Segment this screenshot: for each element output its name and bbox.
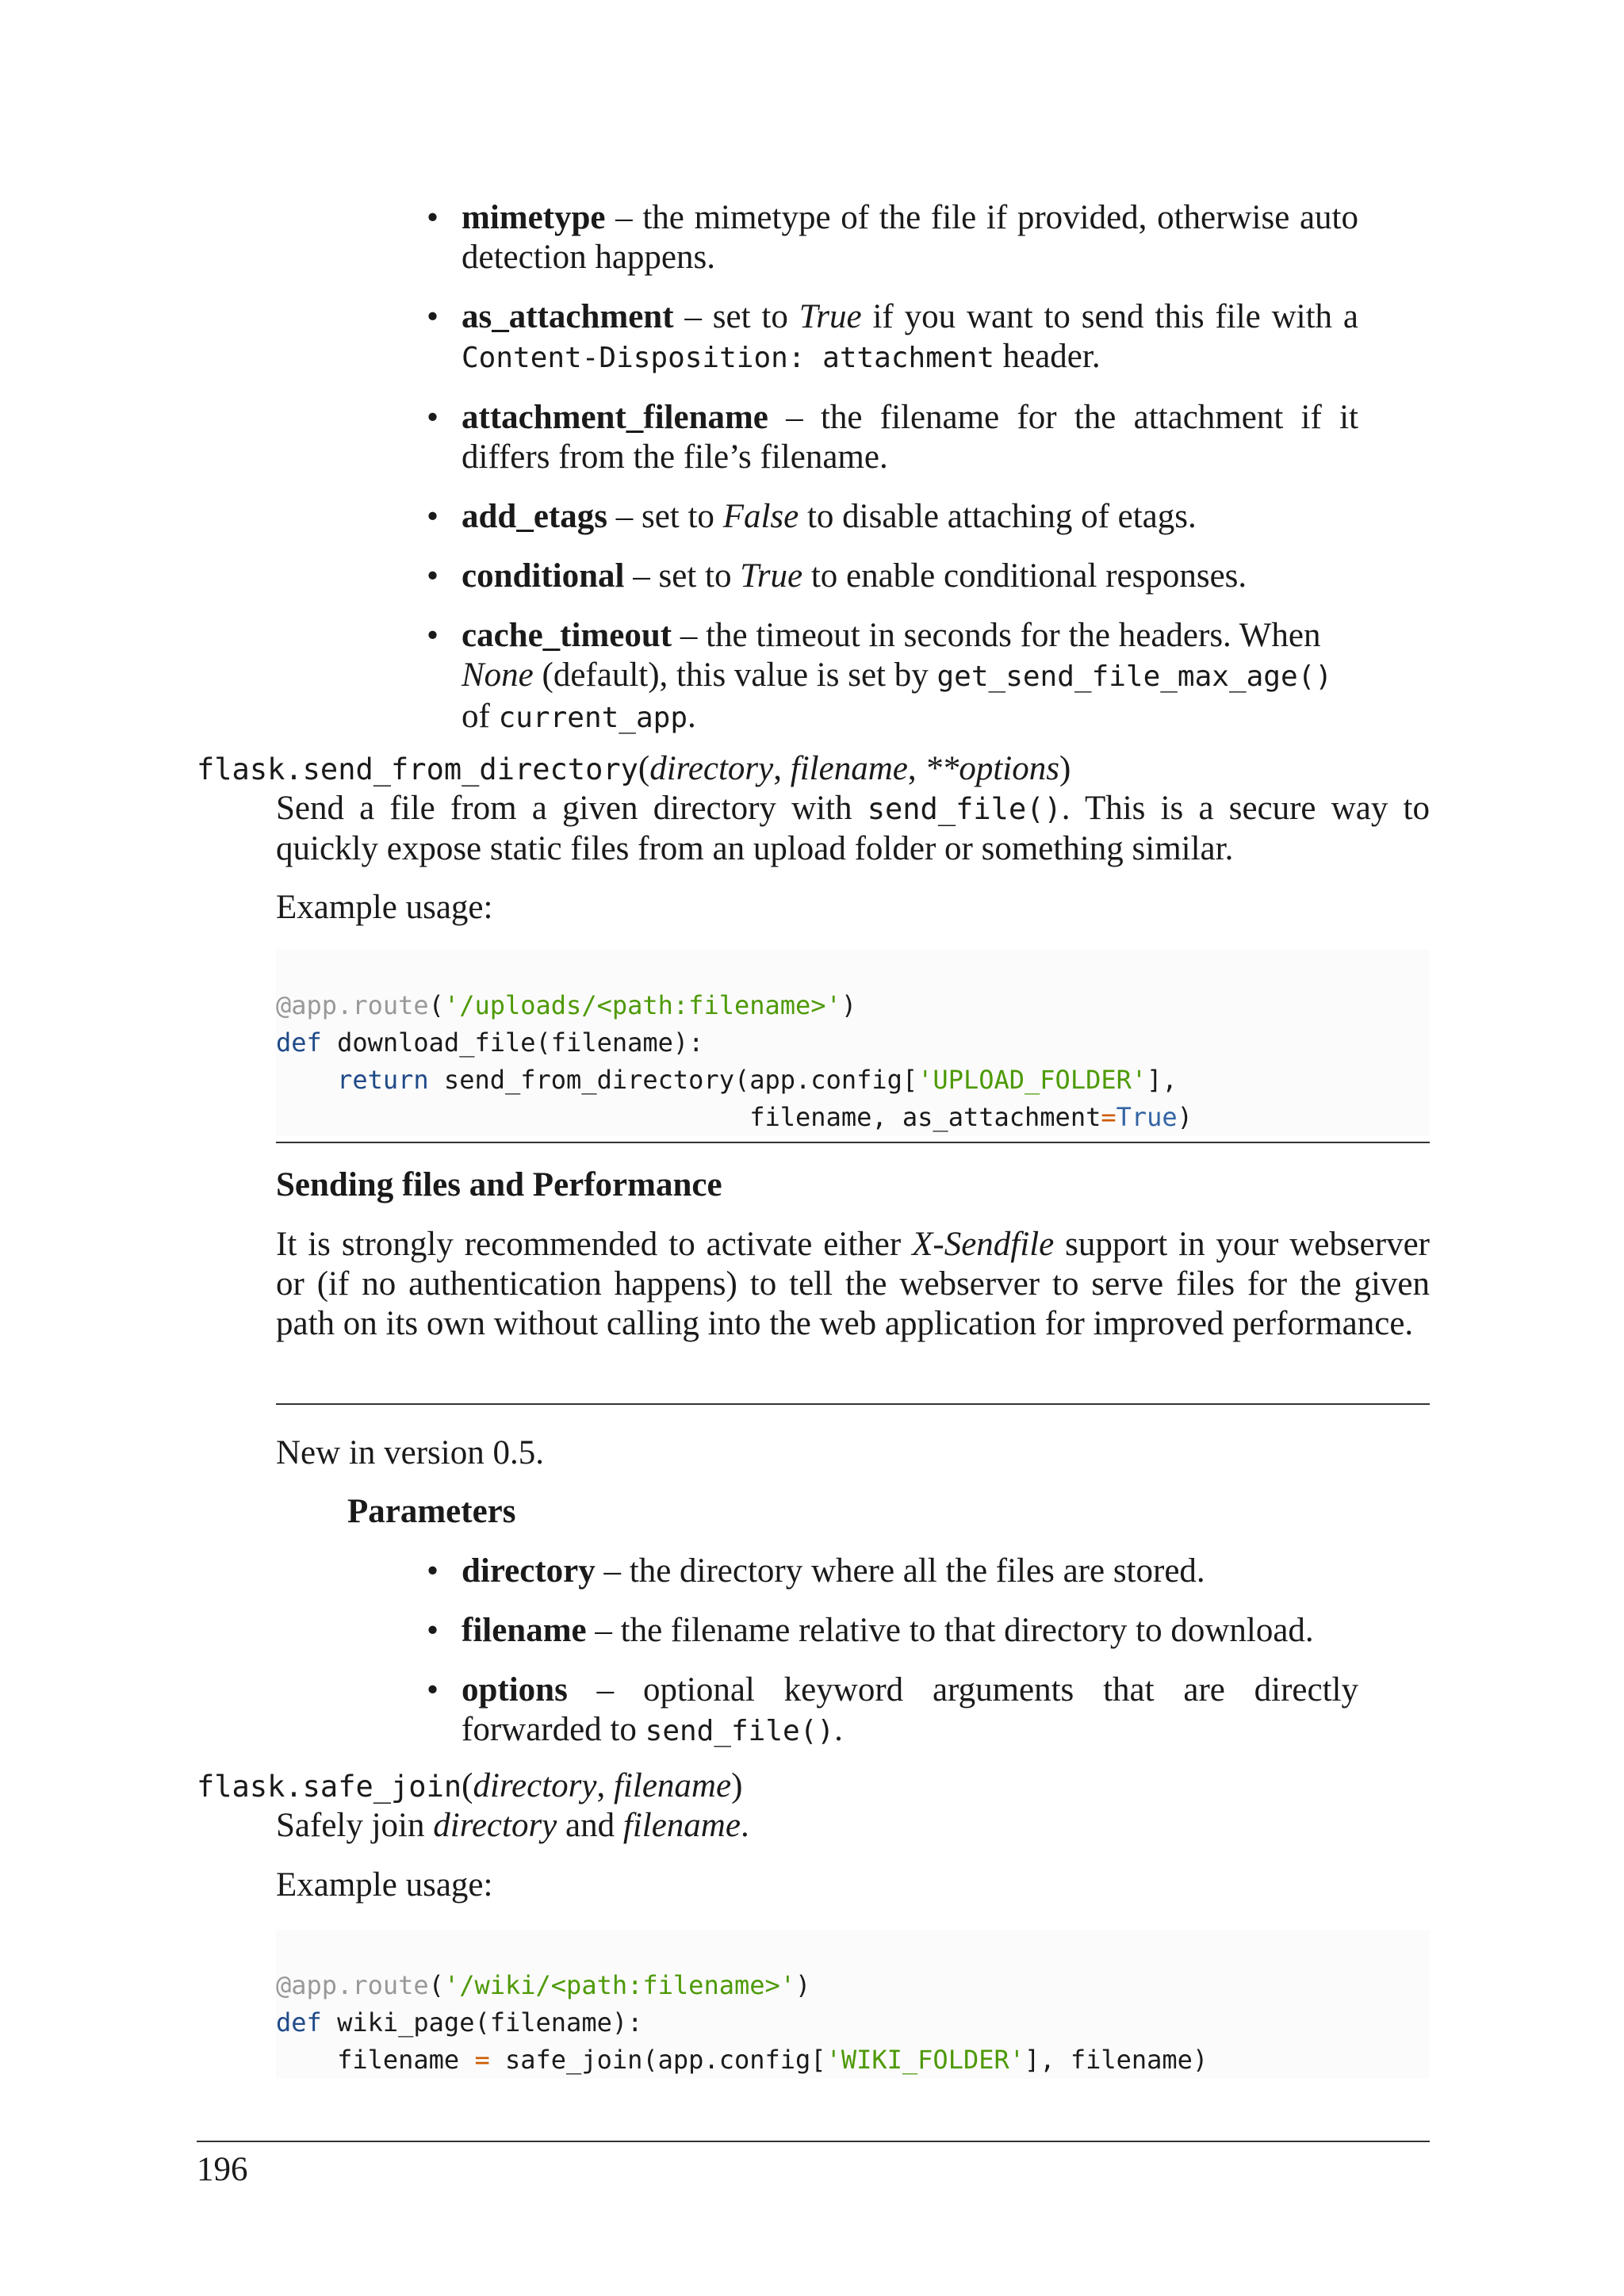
param-item-mimetype [427, 198, 1358, 277]
param-desc: – the filename relative to that directory to download. [586, 1612, 1314, 1649]
sig-arg: filename [614, 1767, 732, 1804]
note-text: It is strongly recommended to activate either [276, 1226, 913, 1263]
desc-text: Send a file from a given directory with [276, 790, 868, 827]
param-name: attachment_filename [462, 399, 768, 436]
param-item-as-attachment [427, 297, 1358, 378]
param-desc: – the mimetype of the file if provided, otherwise auto detection happens. [462, 199, 1358, 276]
sig-paren: ) [1059, 750, 1071, 787]
param-code: send_file() [645, 1715, 835, 1747]
param-desc: to enable conditional responses. [802, 557, 1247, 595]
code-keyword: def [276, 1027, 322, 1058]
code-block-safe-join [276, 1930, 1430, 2079]
code-indent [276, 1065, 337, 1095]
bullet-icon: • [427, 617, 439, 654]
param-item-options [427, 1670, 1358, 1751]
page-number: 196 [197, 2151, 248, 2188]
bullet-icon: • [427, 1552, 439, 1590]
sig-arg: **options [925, 750, 1059, 787]
param-italic: False [722, 498, 799, 535]
sig-arg: filename [790, 750, 908, 787]
top-param-list [427, 198, 1358, 758]
example-label: Example usage: [276, 889, 493, 926]
param-item-attachment-filename [427, 398, 1358, 477]
param-name: mimetype [462, 199, 606, 236]
function-description [276, 789, 1430, 869]
note-italic: X-Sendfile [912, 1226, 1055, 1263]
function-name: flask.safe_join [197, 1770, 462, 1804]
note-body [276, 1225, 1430, 1344]
code-keyword: def [276, 2007, 322, 2038]
param-desc: . [834, 1711, 843, 1748]
code-string: 'WIKI_FOLDER' [825, 2045, 1025, 2075]
code-indent [276, 1102, 749, 1132]
desc-code: send_file() [867, 792, 1062, 826]
parameters-header: Parameters [347, 1493, 516, 1530]
desc-text: Safely join [276, 1807, 434, 1844]
param-desc: – optional keyword arguments that are directly forwarded to [462, 1671, 1358, 1748]
code-text: ) [841, 990, 857, 1020]
note-title: Sending files and Performance [276, 1166, 722, 1203]
bullet-icon: • [427, 1671, 439, 1709]
bullet-icon: • [427, 399, 439, 436]
param-desc: – set to [624, 557, 741, 595]
sig-arg: directory [473, 1767, 597, 1804]
bullet-icon: • [427, 298, 439, 335]
note-top-rule [276, 1142, 1430, 1143]
param-desc: of [462, 698, 499, 735]
code-string: '/wiki/<path:filename>' [443, 1970, 796, 2000]
param-desc: – the filename for the attachment if it differs from the file’s filename. [462, 399, 1358, 476]
code-decorator: @app.route [276, 1970, 429, 2000]
param-desc: – set to [607, 498, 723, 535]
param-name: add_etags [462, 498, 607, 535]
sig-sep: , [773, 750, 791, 787]
desc-text: . This is a secure way to quickly expose static files from an upload folder or something similar. [276, 790, 1430, 867]
function-name: flask.send_from_directory [197, 752, 638, 786]
function-description [276, 1806, 1430, 1846]
param-italic: None [462, 656, 534, 694]
note-text: support in your webserver or (if no authentication happens) to tell the webserver to serve files for the given path on its own without calling into the web application for improved performance. [276, 1226, 1430, 1342]
param-desc: (default), this value is set by [533, 656, 937, 694]
code-string: '/uploads/<path:filename>' [443, 990, 841, 1020]
param-desc: – set to [673, 298, 799, 335]
code-operator: = [1101, 1102, 1116, 1132]
sig-sep: , [596, 1767, 614, 1804]
param-code: current_app [498, 702, 688, 734]
footer-rule [197, 2141, 1430, 2142]
param-name: directory [462, 1552, 596, 1590]
sig-paren: ( [638, 750, 650, 787]
code-block-send-from-directory [276, 950, 1430, 1136]
code-text: ( [428, 1970, 444, 2000]
bullet-icon: • [427, 498, 439, 535]
desc-text: . [740, 1807, 749, 1844]
param-item-conditional [427, 557, 1358, 596]
code-text: ) [1177, 1102, 1193, 1132]
param-item-add-etags [427, 497, 1358, 537]
param-desc: header. [994, 338, 1101, 375]
param-item-directory [427, 1552, 1358, 1591]
code-string: 'UPLOAD_FOLDER' [917, 1065, 1147, 1095]
sig-paren: ( [462, 1767, 473, 1804]
code-indent [276, 2045, 337, 2075]
bullet-icon: • [427, 199, 439, 236]
desc-italic: directory [433, 1807, 557, 1844]
sfd-param-list [427, 1552, 1358, 1771]
code-keyword: return [337, 1065, 429, 1095]
param-item-filename [427, 1611, 1358, 1651]
param-desc: – the timeout in seconds for the headers. When [672, 617, 1321, 654]
bullet-icon: • [427, 557, 439, 595]
code-decorator: @app.route [276, 990, 429, 1020]
desc-italic: filename [622, 1807, 741, 1844]
param-name: as_attachment [462, 298, 674, 335]
code-text: filename, as_attachment [749, 1102, 1101, 1132]
param-italic: True [740, 557, 803, 595]
param-name: conditional [462, 557, 625, 595]
code-text: ], filename) [1025, 2045, 1208, 2075]
example-label: Example usage: [276, 1866, 493, 1904]
code-text: ], [1147, 1065, 1178, 1095]
function-signature-send-from-directory [197, 749, 1071, 790]
code-text: ( [428, 990, 444, 1020]
param-name: cache_timeout [462, 617, 672, 654]
code-text: ) [795, 1970, 811, 2000]
sig-paren: ) [731, 1767, 743, 1804]
code-text: wiki_page(filename): [321, 2007, 643, 2038]
param-code: Content-Disposition: attachment [462, 342, 994, 374]
function-signature-safe-join [197, 1766, 742, 1807]
code-text: download_file(filename): [321, 1027, 704, 1058]
param-desc: – the directory where all the files are stored. [595, 1552, 1205, 1590]
code-operator: = [474, 2045, 490, 2075]
code-text: safe_join(app.config[ [489, 2045, 826, 2075]
param-desc: . [688, 698, 696, 735]
note-bottom-rule [276, 1403, 1430, 1405]
param-code: get_send_file_max_age() [936, 660, 1332, 693]
param-name: filename [462, 1612, 587, 1649]
code-constant: True [1116, 1102, 1178, 1132]
sig-arg: directory [649, 750, 774, 787]
code-text: send_from_directory(app.config[ [428, 1065, 918, 1095]
param-desc: if you want to send this file with a [861, 298, 1359, 335]
version-note: New in version 0.5. [276, 1434, 544, 1471]
param-name: options [462, 1671, 568, 1709]
sig-sep: , [907, 750, 925, 787]
bullet-icon: • [427, 1612, 439, 1649]
param-desc: to disable attaching of etags. [799, 498, 1197, 535]
param-item-cache-timeout [427, 616, 1358, 738]
param-italic: True [799, 298, 862, 335]
desc-text: and [557, 1807, 623, 1844]
code-text: filename [337, 2045, 475, 2075]
